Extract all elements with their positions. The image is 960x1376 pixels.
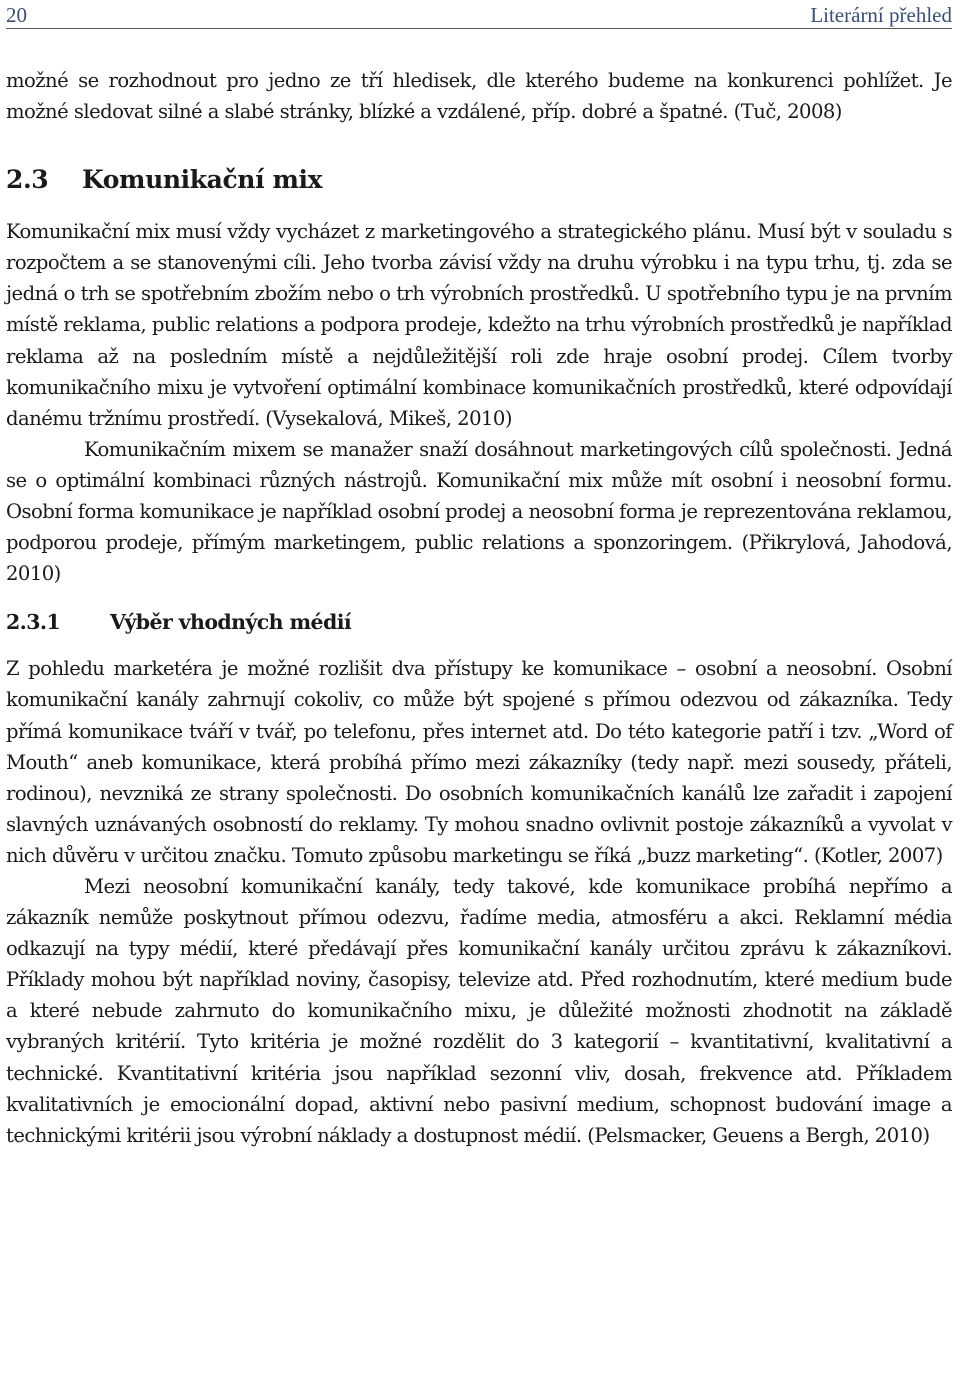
subsection-title: Výběr vhodných médií (110, 610, 352, 635)
section-number: 2.3 (6, 165, 49, 195)
running-title: Literární přehled (810, 3, 952, 27)
running-header (6, 0, 952, 29)
subsection-paragraph-2: Mezi neosobní komunikační kanály, tedy takové, kde komunikace probíhá nepřímo a zákazník nemůže poskytnout přímou odezvu, řadíme media, atmosféru a akci. Reklamní média odkazují na typy médií, které předávají přes komunikační kanály určitou zprávu k zákazníkovi. Příklady mohou být například noviny, časopisy, televize atd. Před rozhodnutím, které medium bude a které nebude zahrnuto do komunikačního mixu, je důležité možnosti zhodnotit na základě vybraných kritérií. Tyto kritéria je možné rozdělit do 3 kategorií – kvantitativní, kvalitativní a technické. Kvantitativní kritéria jsou například sezonní vliv, dosah, frekvence atd. Příkladem kvalitativních je emocionální dopad, aktivní nebo pasivní medium, schopnost budování image a technickými kritérii jsou výrobní náklady a dostupnost médií. (Pelsmacker, Geuens a Bergh, 2010) (6, 874, 952, 1147)
section-heading (6, 164, 952, 196)
intro-paragraph: možné se rozhodnout pro jedno ze tří hledisek, dle kterého budeme na konkurenci pohlížet. Je možné sledovat silné a slabé stránky, blízké a vzdálené, příp. dobré a špatné. (Tuč, 2008) (6, 69, 952, 124)
section-paragraph-1: Komunikační mix musí vždy vycházet z marketingového a strategického plánu. Musí být v souladu s rozpočtem a se stanovenými cíli. Jeho tvorba závisí vždy na druhu výrobku i na typu trhu, tj. zda se jedná o trh se spotřebním zbožím nebo o trh výrobních prostředků. U spotřebního typu je na prvním místě reklama, public relations a podpora prodeje, kdežto na trhu výrobních prostředků je například reklama až na posledním místě a nejdůležitější roli zde hraje osobní prodej. Cílem tvorby komunikačního mixu je vytvoření optimální kombinace komunikačních prostředků, které odpovídají danému tržnímu prostředí. (Vysekalová, Mikeš, 2010) (6, 220, 952, 430)
page-number: 20 (6, 3, 27, 27)
section-paragraph-2: Komunikačním mixem se manažer snaží dosáhnout marketingových cílů společnosti. Jedná se o optimální kombinaci různých nástrojů. Komunikační mix může mít osobní i neosobní formu. Osobní forma komunikace je například osobní prodej a neosobní forma je reprezentována reklamou, podporou prodeje, přímým marketingem, public relations a sponzoringem. (Přikrylová, Jahodová, 2010) (6, 437, 952, 586)
section-title: Komunikační mix (82, 165, 323, 195)
subsection-heading (6, 607, 952, 637)
subsection-number: 2.3.1 (6, 610, 61, 635)
subsection-paragraph-1: Z pohledu marketéra je možné rozlišit dva přístupy ke komunikace – osobní a neosobní. Osobní komunikační kanály zahrnují cokoliv, co může být spojené s přímou odezvou od zákazníka. Tedy přímá komunikace tváří v tvář, po telefonu, přes internet atd. Do této kategorie patří i tzv. „Word of Mouth“ aneb komunikace, která probíhá přímo mezi zákazníky (tedy např. mezi sousedy, přáteli, rodinou), nevzniká ze strany společnosti. Do osobních komunikačních kanálů lze zařadit i zapojení slavných uznávaných osobností do reklamy. Ty mohou snadno ovlivnit postoje zákazníků a vyvolat v nich důvěru v určitou značku. Tomuto způsobu marketingu se říká „buzz marketing“. (Kotler, 2007) (6, 657, 952, 867)
body-text (6, 65, 952, 1151)
document-page (6, 0, 952, 1151)
